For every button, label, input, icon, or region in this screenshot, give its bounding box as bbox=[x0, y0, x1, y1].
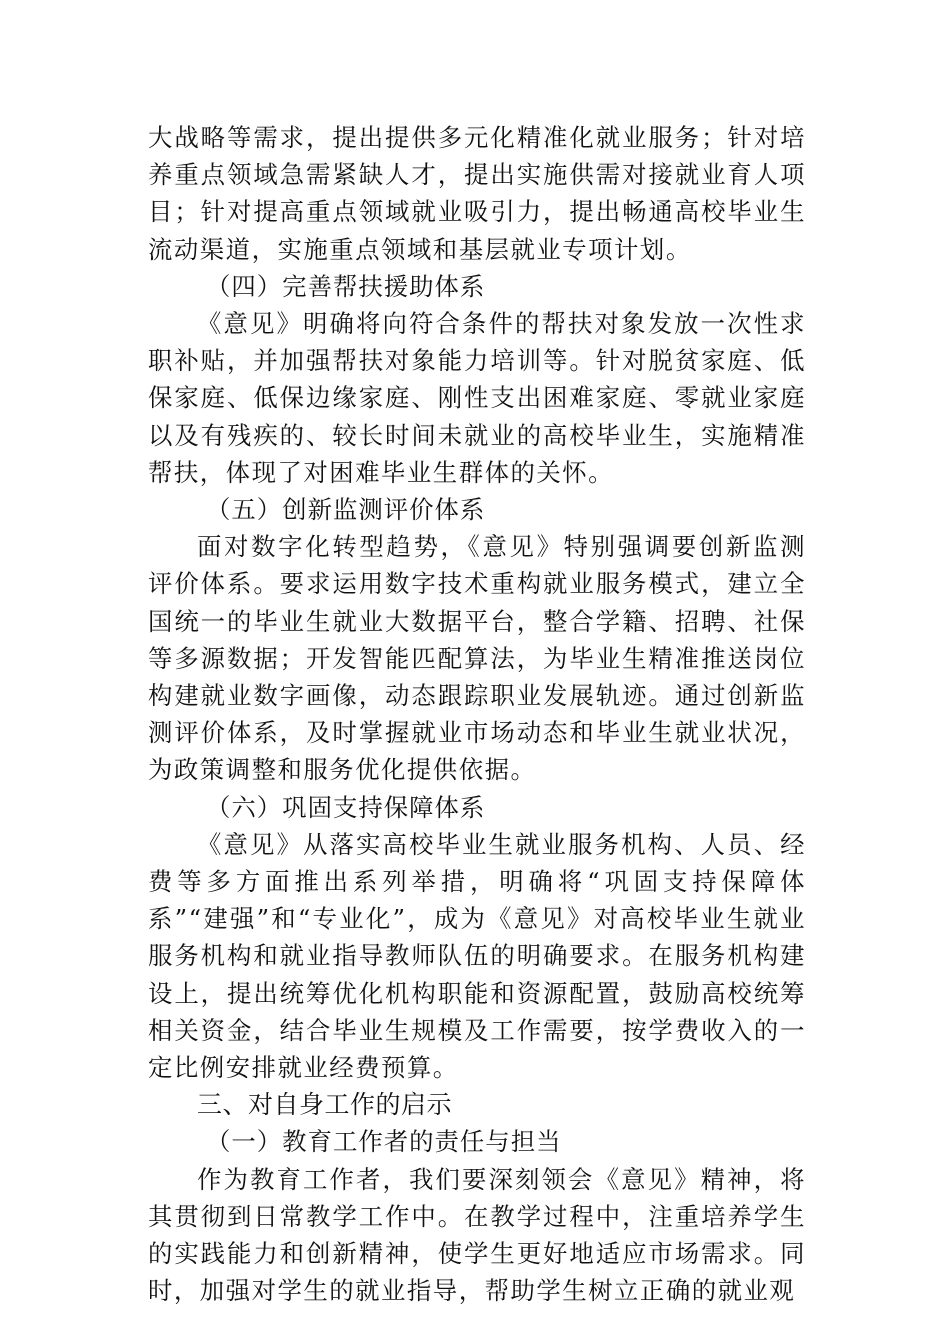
paragraph-four: 《意见》明确将向符合条件的帮扶对象发放一次性求职补贴，并加强帮扶对象能力培训等。针对脱贫家庭、低保家庭、低保边缘家庭、刚性支出困难家庭、零就业家庭以及有残疾的、较长时间未就业的高校毕业生，实施精准帮扶，体现了对困难毕业生群体的关怀。 bbox=[148, 309, 806, 487]
paragraph-five: 面对数字化转型趋势，《意见》特别强调要创新监测评价体系。要求运用数字技术重构就业服务模式，建立全国统一的毕业生就业大数据平台，整合学籍、招聘、社保等多源数据；开发智能匹配算法，为毕业生精准推送岗位构建就业数字画像，动态跟踪职业发展轨迹。通过创新监测评价体系，及时掌握就业市场动态和毕业生就业状况，为政策调整和服务优化提供依据。 bbox=[148, 532, 806, 785]
subheading-five: （五）创新监测评价体系 bbox=[206, 495, 486, 525]
paragraph-one: 作为教育工作者，我们要深刻领会《意见》精神，将其贯彻到日常教学工作中。在教学过程中，注重培养学生的实践能力和创新精神，使学生更好地适应市场需求。同时，加强对学生的就业指导，帮助学生树立正确的就业观 bbox=[148, 1164, 806, 1306]
subheading-four: （四）完善帮扶援助体系 bbox=[206, 271, 486, 301]
subheading-six: （六）巩固支持保障体系 bbox=[206, 792, 486, 822]
paragraph-intro: 大战略等需求，提出提供多元化精准化就业服务；针对培养重点领域急需紧缺人才，提出实施供需对接就业育人项目；针对提高重点领域就业吸引力，提出畅通高校毕业生流动渠道，实施重点领域和基层就业专项计划。 bbox=[148, 123, 806, 264]
document-page bbox=[148, 119, 806, 1310]
section-heading-three: 三、对自身工作的启示 bbox=[197, 1090, 453, 1120]
paragraph-six: 《意见》从落实高校毕业生就业服务机构、人员、经费等多方面推出系列举措，明确将“巩固支持保障体系”“建强”和“专业化”，成为《意见》对高校毕业生就业服务机构和就业指导教师队伍的明确要求。在服务机构建设上，提出统筹优化机构职能和资源配置，鼓励高校统筹相关资金，结合毕业生规模及工作需要，按学费收入的一定比例安排就业经费预算。 bbox=[148, 829, 806, 1083]
subheading-one: （一）教育工作者的责任与担当 bbox=[206, 1127, 562, 1157]
